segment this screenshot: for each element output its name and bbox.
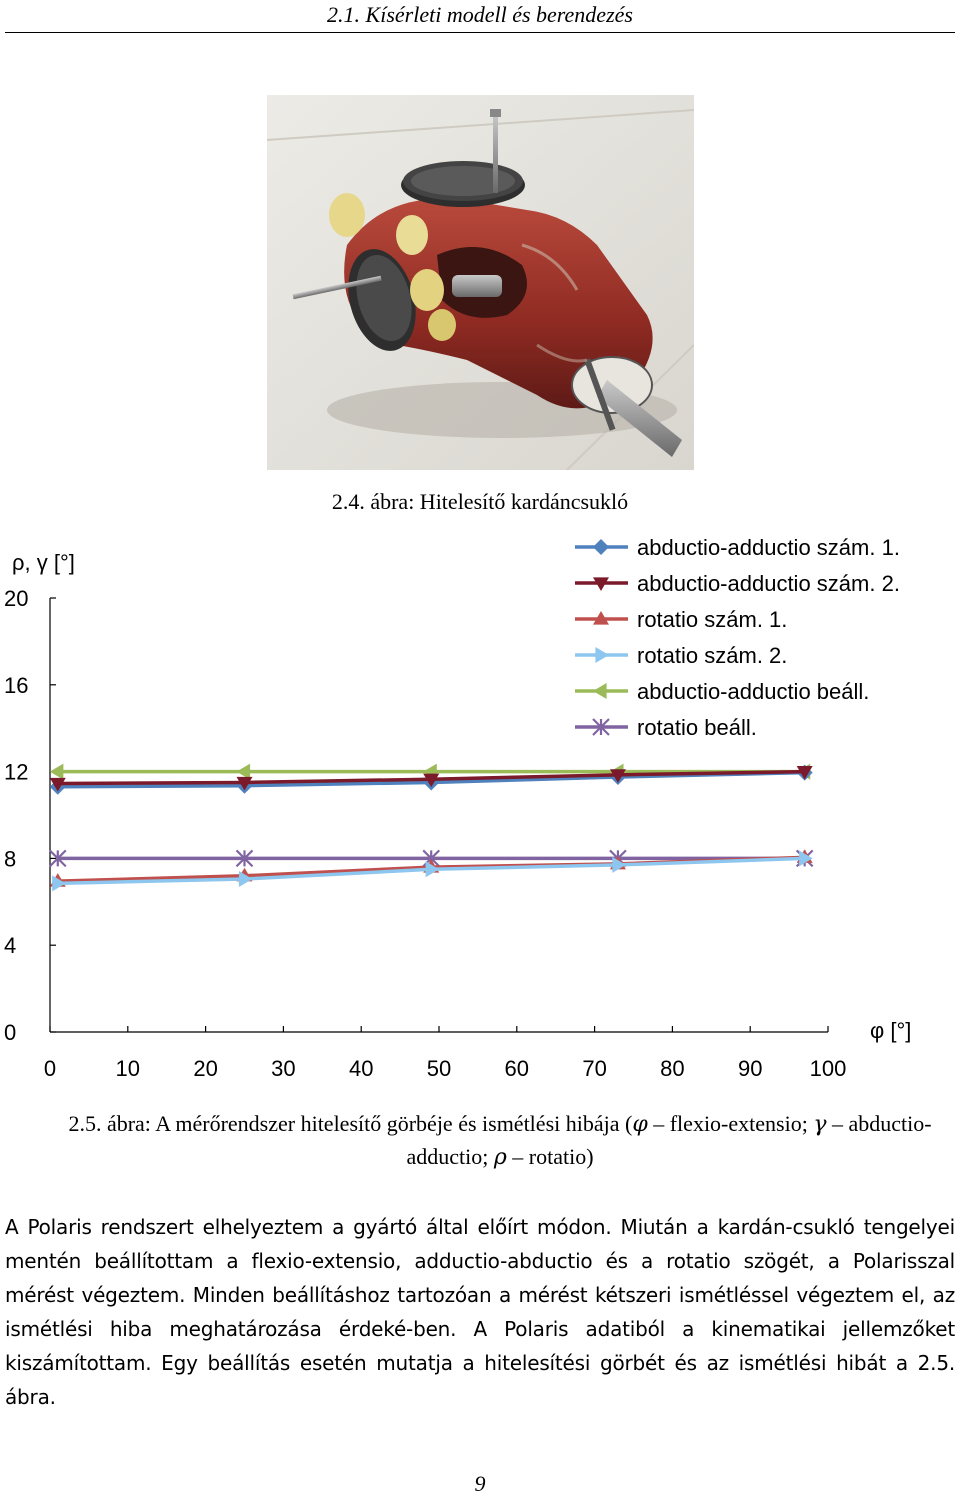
chart-series — [50, 764, 813, 892]
x-tick-label: 10 — [115, 1056, 141, 1081]
body-paragraph: A Polaris rendszert elhelyeztem a gyártó által előírt módon. Miután a kardán-csukló tengelyei mentén beállítottam a flexio-extensio, adductio-abductio és a rotatio szögét, a Polarisszal mérést végeztem. Minden beállításhoz tartozóan a mérést kétszeri ismétléssel végeztem el, az ismétlési hiba meghatározása érdeké-ben. A Polaris adatiból a kinematikai jellemzőket kiszámítottam. Egy beállítás esetén mutatja a hitelesítési görbét és az ismétlési hibát a 2.5. ábra. — [5, 1215, 955, 1409]
chart-legend — [575, 535, 900, 740]
page-number: 9 — [474, 1471, 486, 1496]
legend-label: abductio-adductio szám. 2. — [637, 571, 900, 596]
rho-symbol: ρ — [493, 1145, 507, 1170]
x-axis-title: φ [°] — [870, 1018, 912, 1043]
y-tick-label: 12 — [4, 759, 29, 785]
calibration-chart — [0, 530, 960, 1090]
x-tick-label: 50 — [426, 1056, 452, 1081]
y-tick-label: 4 — [4, 933, 17, 959]
cardan-joint-photo — [267, 95, 694, 470]
legend-item — [575, 715, 757, 740]
x-tick-label: 100 — [809, 1056, 847, 1081]
y-axis-title: ρ, γ [°] — [12, 550, 75, 575]
header-rule — [5, 32, 955, 33]
y-tick-label: 8 — [4, 846, 17, 872]
data-point — [50, 764, 64, 780]
legend-label: abductio-adductio beáll. — [637, 679, 870, 704]
caption-mid1: – flexio-extensio; — [647, 1111, 814, 1136]
legend-marker — [593, 683, 607, 699]
x-tick-label: 20 — [193, 1056, 218, 1081]
legend-marker — [595, 647, 609, 663]
legend-label: rotatio szám. 1. — [637, 607, 788, 632]
legend-marker — [593, 539, 609, 555]
y-tick-label: 16 — [4, 672, 29, 698]
x-tick-label: 80 — [660, 1056, 685, 1081]
caption-end: – rotatio) — [506, 1144, 594, 1169]
gamma-symbol: γ — [813, 1112, 827, 1137]
legend-item — [575, 607, 787, 632]
figure-2-5-caption — [60, 1108, 940, 1174]
figure-2-4-caption: 2.4. ábra: Hitelesítő kardáncsukló — [331, 489, 629, 514]
legend-item — [575, 571, 900, 596]
phi-symbol: φ — [632, 1112, 648, 1137]
y-tick-label: 20 — [4, 586, 29, 611]
y-tick-label: 0 — [4, 1020, 17, 1045]
x-tick-label: 0 — [43, 1056, 57, 1081]
legend-item — [575, 643, 787, 668]
x-tick-label: 40 — [348, 1056, 374, 1081]
legend-item — [575, 535, 900, 560]
legend-label: abductio-adductio szám. 1. — [637, 535, 900, 560]
caption-start: 2.5. ábra: A mérőrendszer hitelesítő görbéje és ismétlési hibája ( — [68, 1111, 633, 1136]
legend-item — [575, 679, 869, 704]
x-tick-label: 60 — [504, 1056, 530, 1081]
legend-label: rotatio szám. 2. — [637, 643, 788, 668]
legend-label: rotatio beáll. — [637, 715, 757, 740]
x-tick-label: 90 — [737, 1056, 763, 1081]
running-head: 2.1. Kísérleti modell és berendezés — [327, 2, 633, 27]
caption-mid2: – abductio-adductio; — [406, 1111, 932, 1169]
x-tick-label: 70 — [582, 1056, 607, 1081]
x-tick-label: 30 — [271, 1056, 296, 1081]
